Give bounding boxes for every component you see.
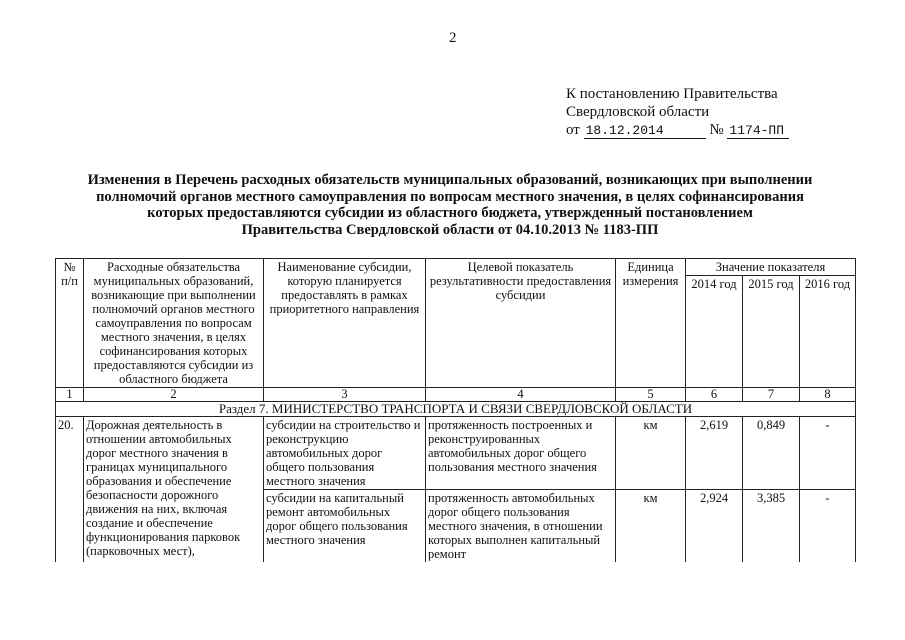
value-2014-repair: 2,924 bbox=[686, 490, 743, 563]
section-row bbox=[56, 402, 856, 417]
title-line-3: которых предоставляются субсидии из областного бюджета, утвержденный постановлением bbox=[147, 205, 753, 221]
document-title bbox=[40, 172, 860, 238]
reference-line-2: Свердловской области bbox=[566, 104, 710, 120]
value-2015-repair: 3,385 bbox=[743, 490, 800, 563]
header-2014: 2014 год bbox=[686, 276, 743, 388]
title-line-2: полномочий органов местного самоуправления по вопросам местного значения, в целях софинансирования bbox=[96, 188, 804, 205]
reference-block bbox=[566, 85, 789, 139]
header-value-group: Значение показателя bbox=[686, 259, 856, 276]
header-target: Целевой показатель результативности предоставления субсидии bbox=[426, 259, 616, 388]
value-2014-construction: 2,619 bbox=[686, 417, 743, 490]
column-number: 3 bbox=[264, 388, 426, 402]
row-obligation: Дорожная деятельность в отношении автомобильных дорог местного значения в границах муниципального образования и обеспечение безопасности дорожного движения на них, включая создание и обеспечение функционирования парковок (парковочных мест), bbox=[84, 417, 264, 563]
number-label: № bbox=[709, 122, 724, 138]
target-repair: протяженность автомобильных дорог общего пользования местного значения, в отношении которых выполнен капитальный ремонт bbox=[426, 490, 616, 563]
page-number: 2 bbox=[449, 30, 457, 46]
value-2016-construction: - bbox=[800, 417, 856, 490]
header-obligations: Расходные обязательства муниципальных образований, возникающие при выполнении полномочий органов местного самоуправления по вопросам местного значения, в целях софинансирования которых предоставляются субсидии из областного бюджета bbox=[84, 259, 264, 388]
title-line-4: Правительства Свердловской области от 04.10.2013 № 1183-ПП bbox=[241, 221, 659, 238]
decree-number: 1174-ПП bbox=[727, 124, 789, 139]
row-number: 20. bbox=[56, 417, 84, 563]
unit-repair: км bbox=[616, 490, 686, 563]
value-2016-repair: - bbox=[800, 490, 856, 563]
decree-date: 18.12.2014 bbox=[584, 124, 706, 139]
subsidy-repair: субсидии на капитальный ремонт автомобильных дорог общего пользования местного значения bbox=[264, 490, 426, 563]
header-2016: 2016 год bbox=[800, 276, 856, 388]
header-row-1 bbox=[56, 259, 856, 276]
column-number: 4 bbox=[426, 388, 616, 402]
reference-date-line bbox=[566, 121, 789, 139]
header-2015: 2015 год bbox=[743, 276, 800, 388]
header-subsidy: Наименование субсидии, которую планируется предоставлять в рамках приоритетного направления bbox=[264, 259, 426, 388]
header-unit: Единица измерения bbox=[616, 259, 686, 388]
column-number-row bbox=[56, 388, 856, 402]
column-number: 6 bbox=[686, 388, 743, 402]
column-number: 2 bbox=[84, 388, 264, 402]
title-line-1: Изменения в Перечень расходных обязательств муниципальных образований, возникающих при выполнении bbox=[87, 172, 813, 188]
target-construction: протяженность построенных и реконструированных автомобильных дорог общего пользования местного значения bbox=[426, 417, 616, 490]
column-number: 5 bbox=[616, 388, 686, 402]
reference-line-1: К постановлению Правительства bbox=[566, 86, 778, 102]
subsidy-construction: субсидии на строительство и реконструкцию автомобильных дорог общего пользования местного значения bbox=[264, 417, 426, 490]
value-2015-construction: 0,849 bbox=[743, 417, 800, 490]
obligations-table bbox=[55, 258, 856, 562]
column-number: 7 bbox=[743, 388, 800, 402]
table-row bbox=[56, 417, 856, 490]
header-num: № п/п bbox=[56, 259, 84, 388]
section-title: Раздел 7. МИНИСТЕРСТВО ТРАНСПОРТА И СВЯЗИ СВЕРДЛОВСКОЙ ОБЛАСТИ bbox=[56, 402, 856, 417]
column-number: 1 bbox=[56, 388, 84, 402]
column-number: 8 bbox=[800, 388, 856, 402]
from-label: от bbox=[566, 122, 580, 138]
unit-construction: км bbox=[616, 417, 686, 490]
